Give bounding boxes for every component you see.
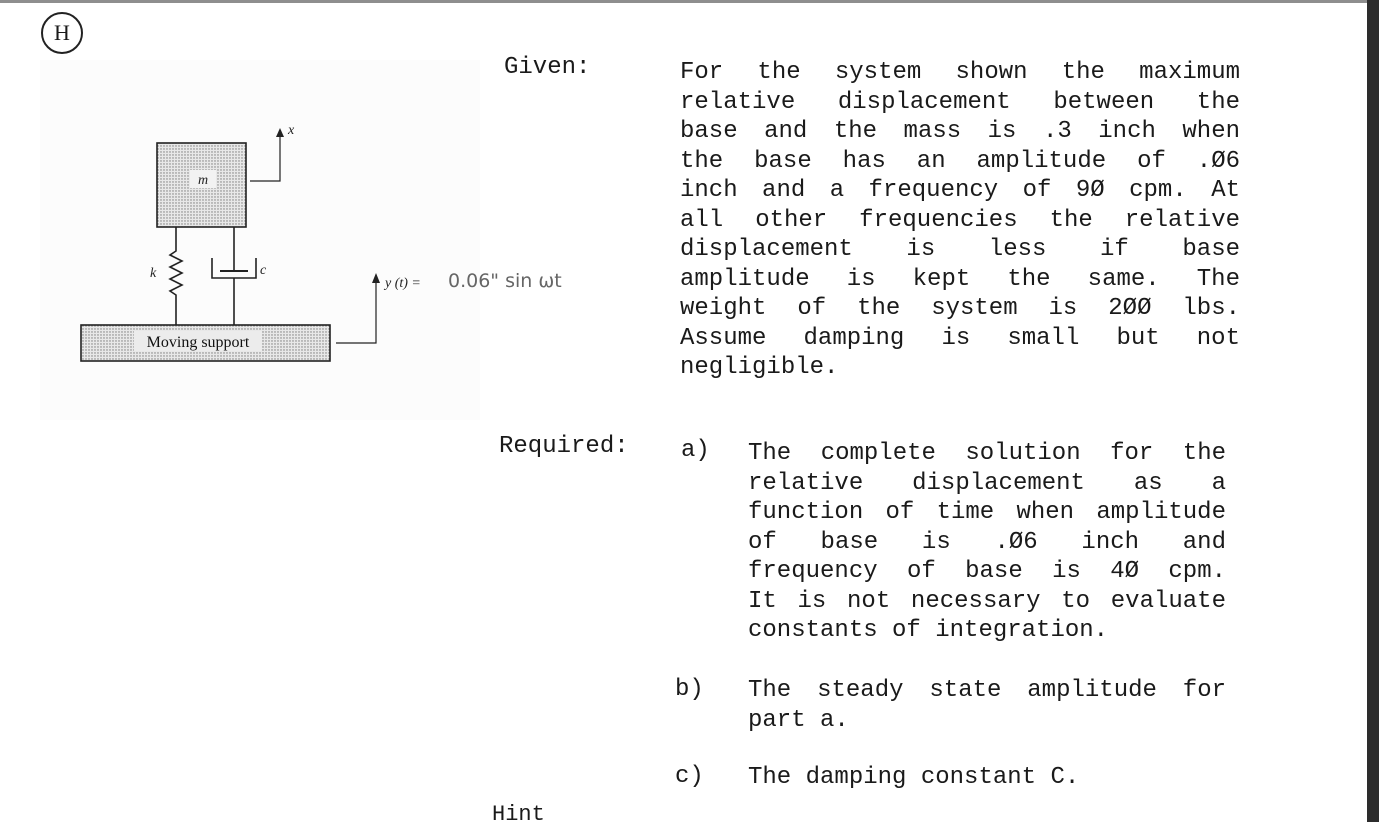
given-line: inch and a frequency of 9Ø cpm. At	[680, 177, 1240, 204]
item-b-line: part a.	[748, 706, 849, 734]
damper	[212, 227, 256, 325]
right-edge	[1367, 0, 1379, 822]
given-line: displacement is less if base	[680, 236, 1240, 263]
spring-label: k	[150, 266, 157, 281]
damper-label: c	[260, 263, 267, 278]
mass-label: m	[197, 173, 209, 188]
given-line: weight of the system is 2ØØ lbs.	[680, 295, 1240, 322]
item-b-letter: b)	[675, 676, 704, 703]
input-handwritten: 0.06" sin ωt	[448, 270, 562, 292]
problem-badge: H	[41, 12, 83, 54]
base-excitation-figure	[70, 115, 610, 375]
cutoff-text	[492, 802, 545, 827]
given-line: For the system shown the maximum	[680, 59, 1240, 86]
given-label: Given:	[504, 54, 591, 81]
required-label: Required:	[499, 433, 629, 460]
x-arrow	[250, 135, 280, 181]
item-b-text	[748, 676, 1226, 735]
item-a-line: It is not necessary to evaluate	[748, 587, 1226, 615]
given-line: all other frequencies the relative	[680, 206, 1240, 234]
item-c-letter: c)	[675, 763, 704, 790]
given-line: negligible.	[680, 354, 839, 381]
given-line: base and the mass is .3 inch when	[680, 118, 1240, 145]
cutoff-word: Hint	[492, 802, 545, 827]
item-c-text	[748, 763, 1226, 793]
item-a-line: The complete solution for the	[748, 440, 1226, 467]
item-c-line: The damping constant C.	[748, 764, 1080, 791]
x-label: x	[288, 123, 295, 138]
y-arrow	[336, 281, 376, 343]
item-b-line: The steady state amplitude for	[748, 677, 1226, 704]
item-a-line: of base is .Ø6 inch and	[748, 528, 1226, 556]
item-a-letter: a)	[681, 437, 710, 464]
item-a-line: relative displacement as a	[748, 469, 1226, 497]
item-a-line: frequency of base is 4Ø cpm.	[748, 558, 1226, 585]
given-line: the base has an amplitude of .Ø6	[680, 147, 1240, 175]
given-line: relative displacement between the	[680, 88, 1240, 116]
item-a-line: function of time when amplitude	[748, 499, 1226, 526]
spring	[170, 227, 182, 325]
item-a-text	[748, 439, 1226, 646]
given-line: Assume damping is small but not	[680, 324, 1240, 352]
support-label: Moving support	[146, 334, 250, 351]
item-a-line: constants of integration.	[748, 617, 1109, 644]
top-rule	[0, 0, 1379, 3]
given-line: amplitude is kept the same. The	[680, 265, 1240, 293]
input-label: y (t) =	[385, 276, 421, 291]
given-text	[680, 58, 1240, 383]
